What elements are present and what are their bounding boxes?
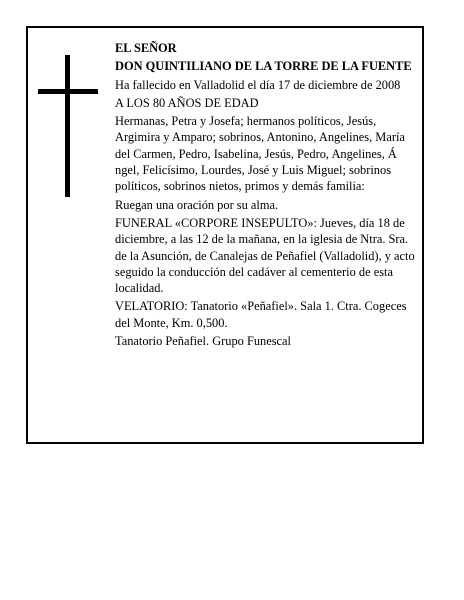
cross-icon (38, 55, 98, 197)
notice-text (115, 40, 415, 351)
funeral-details: FUNERAL «CORPORE INSEPULTO»: Jueves, día 18 de diciembre, a las 12 de la mañana, en la iglesia de Ntra. Sra. de la Asunción, de Canalejas de Peñafiel (Valladolid), y acto seguido la conducción del cadáver al cementerio de esta localidad. (115, 215, 415, 296)
funeral-provider: Tanatorio Peñafiel. Grupo Funescal (115, 334, 291, 349)
family-list: Hermanas, Petra y Josefa; hermanos políticos, Jesús, Argimira y Amparo; sobrinos, Antonino, Angelines, María del Carmen, Pedro, Isabelina, Jesús, Pedro, Angelines, Á ngel, Felicísimo, Lourdes, José y Luis Miguel; sobrinos políticos, sobrinos nietos, primos y demás familia: (115, 114, 405, 194)
wake-details: VELATORIO: Tanatorio «Peñafiel». Sala 1. Ctra. Cogeces del Monte, Km. 0,500. (115, 299, 407, 330)
notice-title: EL SEÑOR (115, 41, 177, 55)
age-statement: A LOS 80 AÑOS DE EDAD (115, 95, 259, 110)
deceased-name: DON QUINTILIANO DE LA TORRE DE LA FUENTE (115, 59, 412, 74)
death-statement: Ha fallecido en Valladolid el día 17 de diciembre de 2008 (115, 77, 401, 92)
obituary-notice (26, 26, 424, 444)
prayer-request: Ruegan una oración por su alma. (115, 197, 279, 212)
